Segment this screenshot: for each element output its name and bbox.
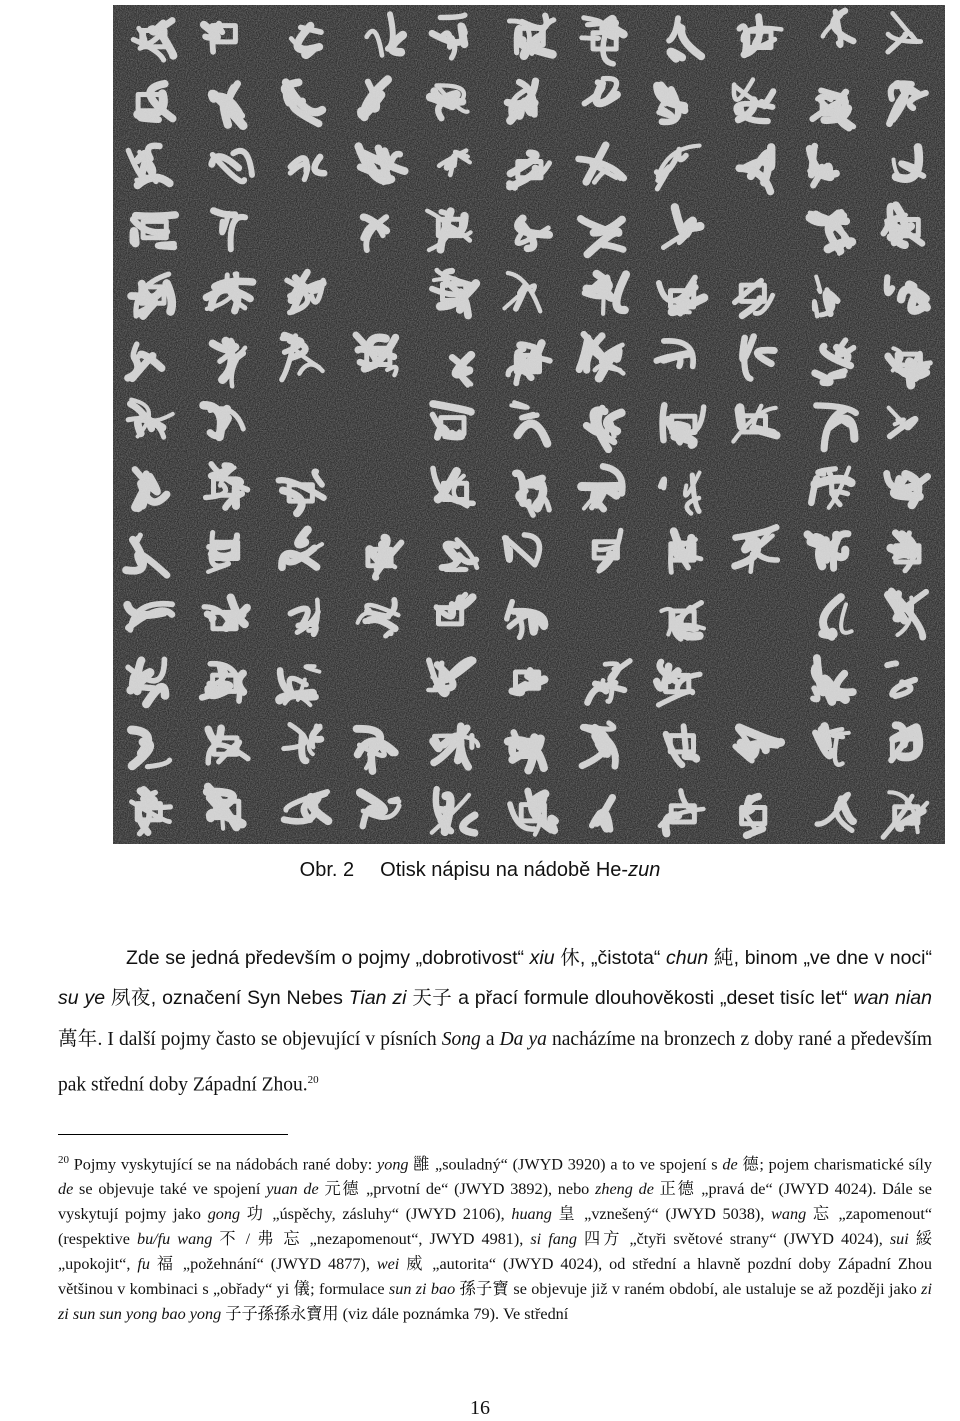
inscription-rubbing-image bbox=[113, 5, 945, 844]
page-number: 16 bbox=[470, 1397, 490, 1419]
footnote-divider bbox=[58, 1134, 288, 1135]
caption-text: Otisk nápisu na nádobě He- bbox=[380, 859, 629, 881]
caption-number: Obr. 2 bbox=[299, 859, 355, 881]
caption-text-italic: zun bbox=[628, 859, 661, 881]
body-paragraph: Zde se jedná především o pojmy „dobrotivost“ xiu 休, „čistota“ chun 純, binom „ve dne v noci“ su ye 夙夜, označení Syn Nebes Tian zi 天子 a přací formule dlouhověkosti „deset tisíc let“ wan nian 萬年. I další pojmy často se objevující v písních Song a Da ya nacházíme na bronzech z doby rané a především pak střední doby Západní Zhou.$^{20}$ bbox=[58, 947, 933, 1096]
rubbing-svg bbox=[113, 5, 945, 844]
footnote-reference[interactable]: 20 bbox=[307, 1074, 319, 1086]
figure-caption bbox=[0, 859, 960, 882]
footnote-number: 20 bbox=[58, 1154, 69, 1166]
footnote: $^{20}$ Pojmy vyskytující se na nádobách rané doby: yong 雝 „souladný“ (JWYD 3920) a to ve spojení s de 德; pojem charismatické síly de se objevuje také ve spojení yuan de 元德 „prvotní de“ (JWYD 3892), nebo zheng de 正德 „pravá de“ (JWYD 4024). Dále se vyskytují pojmy jako gong 功 „úspěchy, zásluhy“ (JWYD 2106), huang 皇 „vznešený“ (JWYD 5038), wang 忘 „zapomenout“ (respektive bu/fu wang 不 / 弗 忘 „nezapomenout“, JWYD 4981), si fang 四方 „čtyři světové strany“ (JWYD 4024), sui 綏 „upokojit“, fu 福 „požehnání“ (JWYD 4877), wei 威 „autorita“ (JWYD 4024), od střední a hlavně pozdní doby Západní Zhou většinou v kombinaci s „obřady“ yi 儀; formulace sun zi bao 孫子寶 se objevuje již v raném období, ale ustaluje se až později jako zi zi sun sun yong bao yong 子子孫孫永寶用 (viz dále poznámka 79). Ve střední bbox=[58, 1154, 933, 1324]
